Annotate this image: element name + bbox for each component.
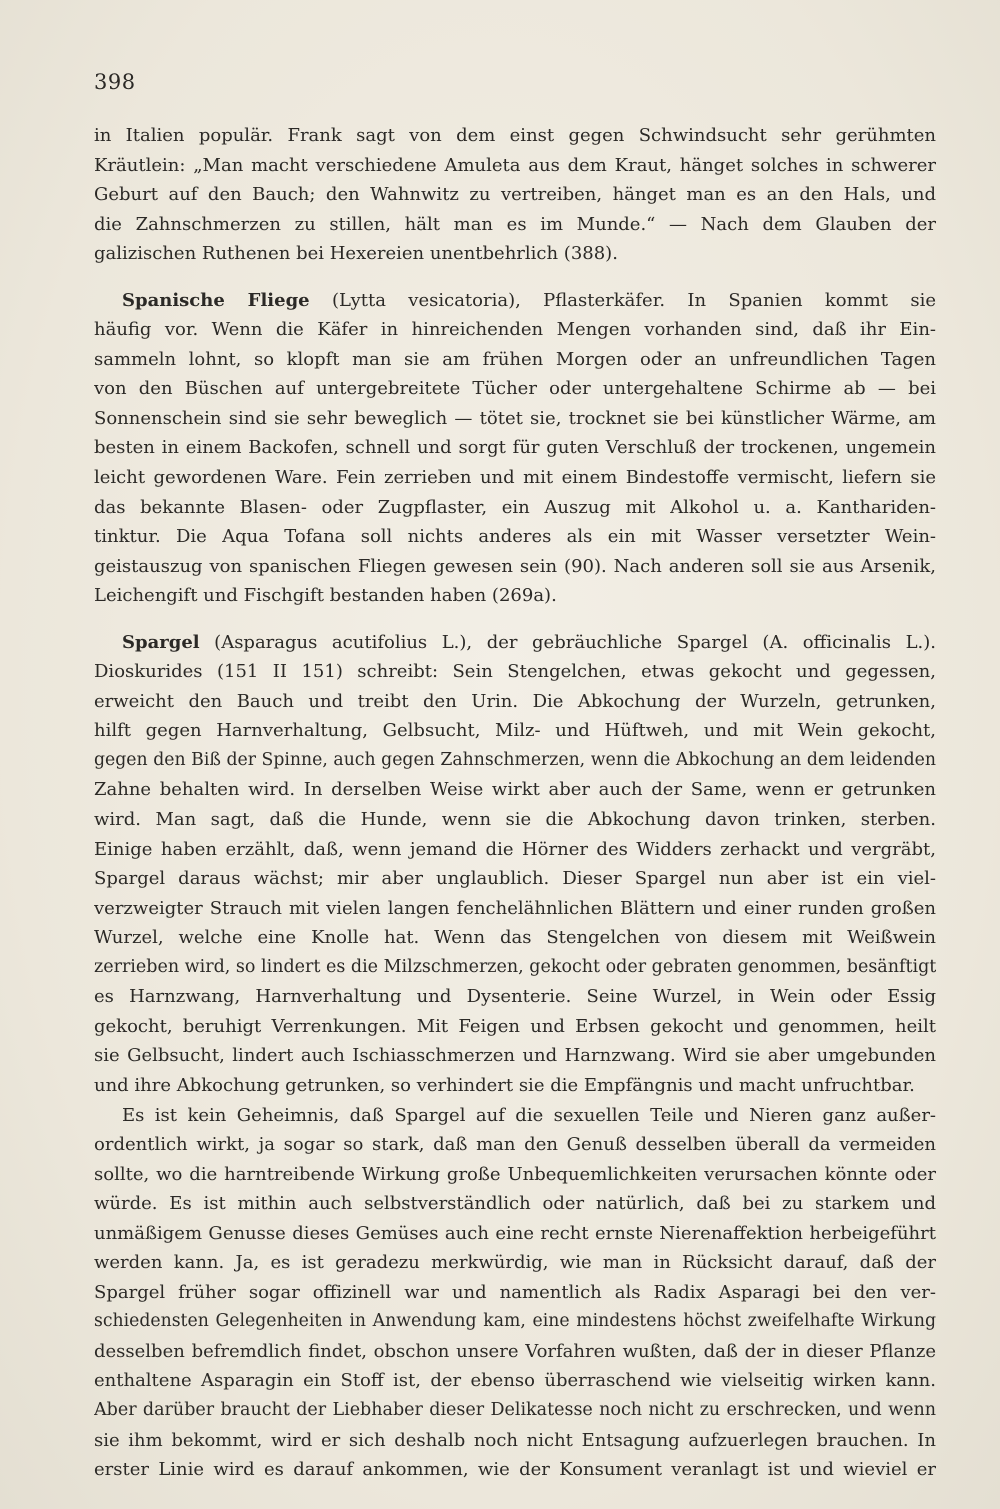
text-line: hilft gegen Harnverhaltung, Gelbsucht, Milz- und Hüftweh, und mit Wein gekocht, [94,720,936,742]
text-line: sammeln lohnt, so klopft man sie am frühen Morgen oder an unfreundlichen Tagen [94,348,936,370]
text-line: sie ihm bekommt, wird er sich deshalb noch nicht Entsagung aufzuerlegen brauchen. In [94,1429,936,1451]
body-text [94,121,936,1485]
text-line: tinktur. Die Aqua Tofana soll nichts anderes als ein mit Wasser versetzter Wein- [94,526,936,548]
text-line: wird. Man sagt, daß die Hunde, wenn sie die Abkochung davon trinken, sterben. [94,809,936,831]
text-line: in Italien populär. Frank sagt von dem einst gegen Schwindsucht sehr gerühmten [94,125,936,146]
entry-first-line [94,286,936,316]
text-line: Zahne behalten wird. In derselben Weise wirkt aber auch der Same, wenn er getrunken [94,779,936,801]
entry-first-line [94,628,936,658]
text-line: gekocht, beruhigt Verrenkungen. Mit Feigen und Erbsen gekocht und genommen, heilt [94,1015,936,1037]
text-line: unmäßigem Genusse dieses Gemüses auch eine recht ernste Nierenaffektion herbeigeführt [94,1222,936,1244]
text-line: desselben befremdlich findet, obschon unsere Vorfahren wußten, daß der in dieser Pflanze [94,1340,936,1362]
page-number: 398 [94,70,136,94]
text-line: Leichengift und Fischgift bestanden haben (269a). [94,585,557,607]
text-line: schiedensten Gelegenheiten in Anwendung kam, eine mindestens höchst zweifelhafte Wirkung [94,1311,936,1332]
paragraph-spargel-effects [94,1101,936,1485]
text-line: Spargel daraus wächst; mir aber unglaublich. Dieser Spargel nun aber ist ein viel- [94,868,936,890]
text-line: verzweigter Strauch mit vielen langen fenchelähnlichen Blättern und einer runden großen [94,897,936,919]
text-line: es Harnzwang, Harnverhaltung und Dysenterie. Seine Wurzel, in Wein oder Essig [94,986,936,1008]
text-line: Spargel früher sogar offizinell war und namentlich als Radix Asparagi bei den ver- [94,1281,936,1303]
entry-first-line-text: (Asparagus acutifolius L.), der gebräuchliche Spargel (A. officinalis L.). [199,631,936,653]
text-line: sollte, wo die harntreibende Wirkung große Unbequemlichkeiten verursachen könnte oder [94,1163,936,1185]
entry-headword: Spargel [122,631,200,653]
text-line: Aber darüber braucht der Liebhaber dieser Delikatesse noch nicht zu erschrecken, und wenn [94,1399,936,1420]
entry-headword: Spanische Fliege [122,289,310,311]
text-line: Geburt auf den Bauch; den Wahnwitz zu vertreiben, hänget man es an den Hals, und [94,184,936,206]
text-line: erster Linie wird es darauf ankommen, wie der Konsument veranlagt ist und wieviel er [94,1459,936,1481]
text-line: galizischen Ruthenen bei Hexereien unentbehrlich (388). [94,243,618,265]
text-line: häufig vor. Wenn die Käfer in hinreichenden Mengen vorhanden sind, daß ihr Ein- [94,319,936,341]
text-line: Wurzel, welche eine Knolle hat. Wenn das Stengelchen von diesem mit Weißwein [94,927,936,949]
text-line: geistauszug von spanischen Fliegen gewesen sein (90). Nach anderen soll sie aus Arsenik, [94,555,936,577]
text-line: sie Gelbsucht, lindert auch Ischiasschmerzen und Harnzwang. Wird sie aber umgebunden [94,1045,936,1067]
text-line: Sonnenschein sind sie sehr beweglich — tötet sie, trocknet sie bei künstlicher Wärme, am [94,407,936,429]
text-line: würde. Es ist mithin auch selbstverständlich oder natürlich, daß bei zu starkem und [94,1193,936,1215]
entry-first-line-text: (Lytta vesicatoria), Pflasterkäfer. In Spanien kommt sie [309,289,936,311]
text-line: zerrieben wird, so lindert es die Milzschmerzen, gekocht oder gebraten genommen, besänftigt [94,956,936,977]
paragraph-continuation [94,121,936,269]
entry-spanische-fliege [94,286,936,611]
text-line: erweicht den Bauch und treibt den Urin. Die Abkochung der Wurzeln, getrunken, [94,690,936,712]
text-line: Es ist kein Geheimnis, daß Spargel auf die sexuellen Teile und Nieren ganz außer- [122,1104,936,1126]
text-line: die Zahnschmerzen zu stillen, hält man es im Munde.“ — Nach dem Glauben der [94,213,936,235]
text-line: das bekannte Blasen- oder Zugpflaster, ein Auszug mit Alkohol u. a. Kanthariden- [94,496,936,518]
text-line: Einige haben erzählt, daß, wenn jemand die Hörner des Widders zerhackt und vergräbt, [94,838,936,860]
text-line: von den Büschen auf untergebreitete Tücher oder untergehaltene Schirme ab — bei [94,378,936,400]
text-line: Kräutlein: „Man macht verschiedene Amuleta aus dem Kraut, hänget solches in schwerer [94,154,936,176]
text-line: besten in einem Backofen, schnell und sorgt für guten Verschluß der trockenen, ungemein [94,437,936,459]
text-line: leicht gewordenen Ware. Fein zerrieben und mit einem Bindestoffe vermischt, liefern sie [94,467,936,489]
text-line: gegen den Biß der Spinne, auch gegen Zahnschmerzen, wenn die Abkochung an dem leidenden [94,749,936,770]
entry-spargel [94,628,936,1101]
text-line: werden kann. Ja, es ist geradezu merkwürdig, wie man in Rücksicht darauf, daß der [94,1252,936,1274]
text-line: Dioskurides (151 II 151) schreibt: Sein Stengelchen, etwas gekocht und gegessen, [94,661,936,683]
text-line: enthaltene Asparagin ein Stoff ist, der ebenso überraschend wie vielseitig wirken kann. [94,1370,936,1392]
text-line: und ihre Abkochung getrunken, so verhindert sie die Empfängnis und macht unfruchtbar. [94,1074,915,1096]
text-line: ordentlich wirkt, ja sogar so stark, daß man den Genuß desselben überall da vermeiden [94,1134,936,1156]
